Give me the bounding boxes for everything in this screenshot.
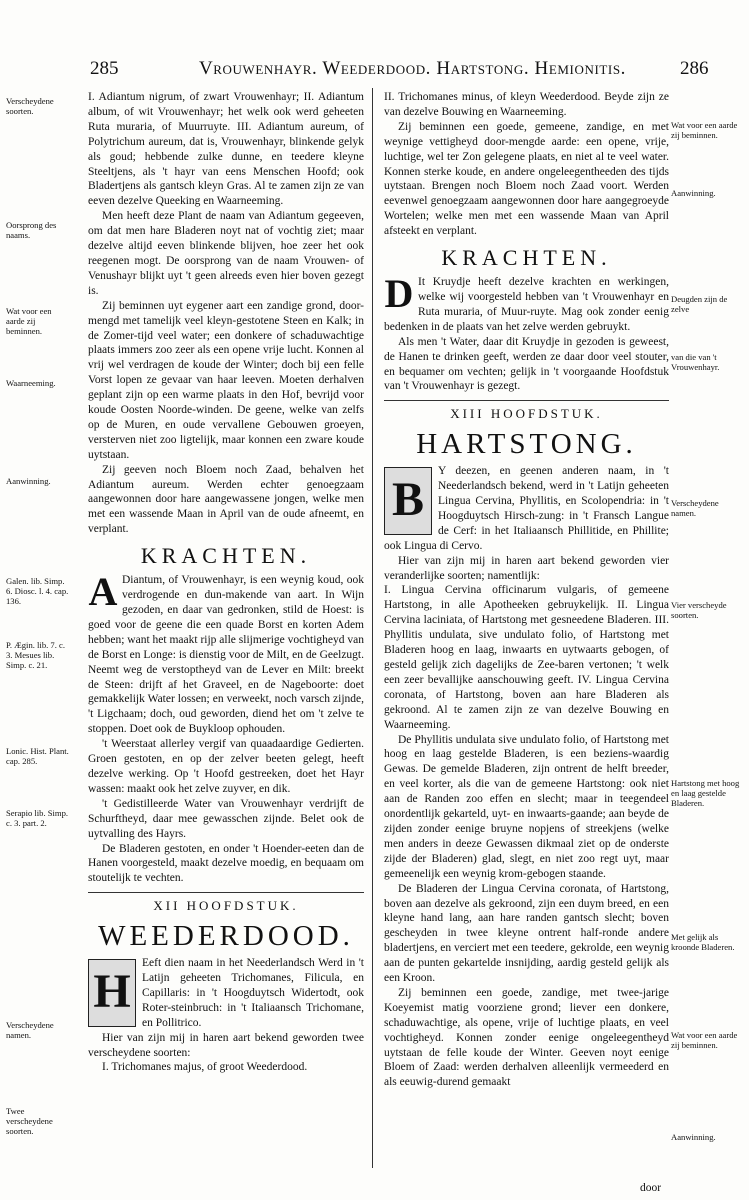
margin-note: Oorsprong des naams. (6, 220, 57, 240)
paragraph: Men heeft deze Plant de naam van Adiantum gegeeven, om dat men hare Bladeren noyt nat of vochtig ziet; maar dezelve altijd eeven blinkende blijven, hoe zeer het ook reegenen mogt. De oorsprong van de naam Vrouwen- of Venushayr blijkt uyt 't geen alreeds even hier boven gezegt is. (88, 210, 364, 297)
margin-note: Waarneeming. (6, 378, 56, 388)
margin-note: Aanwinning. (6, 476, 51, 486)
paragraph: De Bladeren der Lingua Cervina coronata, of Hartstong, boven aan dezelve als gekroond, zijn een duym breed, en een kleyne hand lang, aan hare randen gantsch slecht; boven gescheyden in twee kleyne ontrent half-ronde andere bladertjens, en verciert met een teedere, gekrolde, een weynig aan de punten gekartelde insnijding, aardig gesteld gelijk als een Kroon. (384, 882, 669, 985)
paragraph: 't Gedistilleerde Water van Vrouwenhayr verdrijft de Schurftheyd, daar mee gewasschen zijnde. Belet ook de uytvalling des Hayrs. (88, 797, 364, 840)
page-number-left: 285 (90, 58, 119, 79)
catchword: door (640, 1182, 662, 1194)
paragraph: Zij beminnen uyt eygener aart een zandige grond, door-mengd met tamelijk veel kleyn-gestotene Steen en Kalk; in de Zomer-tijd veel water; een donkere of schaduwachtige plaats immers zoo zeer als een opene vrije lucht. Konnen al vrij wel verdragen de koude der Winter; doch bij een felle Vorst lopen ze gevaar van haar leeven. Moeten derhalven geplant zijn op een warme plaats in den Hof, bevrijd voor koude Oosten Noorde-winden. De geene, welke van zelfs op de Muren, en oude vervallene Gebouwen groeyen, versterven niet zoo ligtelijk, maar konnen een zware koude uytstaan. (88, 299, 364, 461)
margin-note: Verscheydene soorten. (6, 96, 54, 116)
paragraph: I. Adiantum nigrum, of zwart Vrouwenhayr; II. Adiantum album, of wit Vrouwenhayr; het welk ook werd geheeten Ruta muraria, of Muurruyte. III. Adiantum aureum, of Polytrichum aureum, dat is, Vrouwenhayr, blinkende gelyk als goud; hebbende zulke dunne, en teedere kleyne Steeltjens, als 't hayr van eens Menschen Hoofd; ook Bladertjens als gantsch kleyn Gras. Al te zamen zijn ze van eeven dezelve Queeking en Waarneeming. (88, 91, 364, 208)
paragraph: Hier van zijn mij in haren aart bekend geworden twee verscheydene soorten: (88, 1031, 364, 1059)
citation-note: P. Ægin. lib. 7. c. 3. Mesues lib. Simp. c. 21. (6, 640, 65, 670)
paragraph: Zij beminnen een goede, zandige, met twee-jarige Koeyemist matig voorziene grond; liever een donkere, schaduwachtige, als opene, vrije of luchtige plaats, en veel vochtigheyd. Konnen zonder eenige ongeleegentheyd uytstaan de felle koude der Winter. Geeven noyt eenige Bloem of Zaad: werden derhalven alleenlijk vermeederd en als eeuwig-durend gemaakt (384, 986, 669, 1089)
margin-note: Verscheydene namen. (671, 498, 719, 518)
paragraph: D It Kruydje heeft dezelve krachten en werkingen, welke wij voorgesteld hebben van 't Vrouwenhayr en Ruta muraria, of Muur-ruyte. Mag ook zonder eenig bedenken in de plaats van het zelve werden gebruykt. (384, 271, 669, 333)
margin-note: Deugden zijn de zelve (671, 294, 728, 314)
paragraph: II. Trichomanes minus, of kleyn Weederdood. Beyde zijn ze van dezelve Bouwing en Waarneeming. (384, 91, 669, 118)
margin-note: van die van 't Vrouwenhayr. (671, 352, 720, 372)
section-heading: KRACHTEN. (441, 245, 612, 271)
paragraph: 't Weerstaat allerley vergif van quaadaardige Gedierten. Groen gestoten, en op der zelver beeten gelegt, heeft dezelve werking. Op 't Hoofd gestreeken, doet het Hayr wassen: maakt ook het zelve zuyver, en dik. (88, 738, 364, 795)
margin-note: Aanwinning. (671, 188, 716, 198)
margin-note: Wat voor een aarde zij beminnen. (671, 120, 738, 140)
chapter-title: HARTSTONG. (416, 428, 637, 461)
paragraph: Hier van zijn mij in haren aart bekend geworden vier veranderlijke soorten; namentlijk: (384, 554, 669, 582)
margin-note: Twee verscheydene soorten. (6, 1106, 53, 1136)
column-divider (372, 88, 373, 1168)
section-rule (384, 400, 669, 401)
margin-note: Hartstong met hoog en laag gestelde Bladeren. (671, 778, 740, 808)
paragraph: I. Lingua Cervina officinarum vulgaris, of gemeene Hartstong, in alle Apotheeken gebruykelijk. II. Lingua Cervina laciniata, of Hartstong met gesneedene Bladeren. III. Phyllitis undulata, sive undulato folio, of Hartstong met Bladeren hoog en laag, inwaarts en uytwaarts gebogen, of gesteld gelijk zich dagelijks de Zee-baren vertonen; 't welk een zeer bevallijke aanschouwing geeft. IV. Lingua Cervina coronata, of Hartstong, boven aan hare Bladeren als gekroond. Al te zamen zijn ze van dezelve Bouwing en Waarneeming. (384, 584, 669, 731)
drop-cap: D (384, 271, 414, 317)
chapter-label: XII HOOFDSTUK. (153, 898, 299, 914)
margin-note: Wat voor een aarde zij beminnen. (6, 306, 52, 336)
margin-note: Wat voor een aarde zij beminnen. (671, 1030, 738, 1050)
citation-note: Lonic. Hist. Plant. cap. 285. (6, 746, 69, 766)
paragraph: H Eeft dien naam in het Neederlandsch Werd in 't Latijn geheeten Trichomanes, Filicula, en Capillaris: in 't Hoogduytsch Widertodt, ook Roter-steinbruch: in 't Italiaansch Trichomane, en Pollitrico. (88, 956, 364, 1031)
drop-cap: A (88, 569, 118, 615)
citation-note: Serapio lib. Simp. c. 3. part. 2. (6, 808, 69, 828)
section-heading: KRACHTEN. (140, 543, 312, 569)
paragraph: A Diantum, of Vrouwenhayr, is een weynig koud, ook verdrogende en dun-makende van aart. In Wijn gezoden, en daar van gedronken, stild de Hoest: is goed voor de geene die een quade Borst en korten Adem hebben; want het maakt rijp alle slijmerige vochtigheyd van de Borst en Longe: is dienstig voor de Milt, en de Geelzugt. Neemt weg de verstoptheyd van de Lever en Milt: breekt de Steen: drijft af het Graveel, en de Nageboorte: doet gemakkelijk Water lossen; en verweekt, noch varsch zijnde, 't Ligchaam; doch, oud geworden, diend het om 't zelve te stoppen. Doet ook de Buykloop ophouden. (88, 569, 364, 736)
ornamental-initial: H (88, 959, 136, 1027)
margin-note: Verscheydene namen. (6, 1020, 54, 1040)
chapter-title: WEEDERDOOD. (98, 920, 354, 953)
running-title: Vrouwenhayr. Weederdood. Hartstong. Hemionitis. (198, 58, 627, 79)
margin-note: Aanwinning. (671, 1132, 716, 1142)
right-column (384, 90, 669, 1090)
paragraph: Als men 't Water, daar dit Kruydje in gezoden is geweest, de Hanen te drinken geeft, werden ze daar door veel stouter, en bequamer om vechten; gelijk in 't voorgaande Hoofdstuk van 't Vrouwenhayr is gezegt. (384, 335, 669, 393)
margin-note: Vier verscheyde soorten. (671, 600, 727, 620)
chapter-label: XIII HOOFDSTUK. (450, 406, 603, 422)
running-header (40, 58, 710, 84)
left-column (88, 90, 364, 1075)
section-rule (88, 892, 364, 893)
paragraph: De Phyllitis undulata sive undulato folio, of Hartstong met hoog en laag gestelde Bladeren, is een beziens-waardig Gewas. De gemelde Bladeren, zijn ontrent de helft breeder, en veel korter, als die van de gemeene Hartstong: ook niet aan de Randen zoo effen en slecht; maar in teegendeel onordentlijk gekarteld, uyt- en inwaarts-gaande; aan beyde de zijden zonder eenige bruyne nopjens of streekjens (welke men anders in deeze Gewassen dikmaal ziet op de onderste zijde der Bladeren) glad, slegt, en niet zoo regt uyt, maar gemeenelijk een weynig krom-gebogen staande. (384, 733, 669, 880)
citation-note: Galen. lib. Simp. 6. Diosc. l. 4. cap. 136. (6, 576, 69, 606)
paragraph: B Y deezen, en geenen anderen naam, in 't Neederlandsch bekend, werd in 't Latijn geheeten Lingua Cervina, Phyllitis, en Scolopendria: in 't Hoogduytsch Hirsch-zung: in 't Fransch Langue de Cerf: in het Italiaansch Phillitide, en Phillite; ook Lingua di Cervo. (384, 465, 669, 552)
paragraph: Zij geeven noch Bloem noch Zaad, behalven het Adiantum aureum. Werden echter genoegzaam aangewonnen door hare aangewassene jongen, welke men met een wassende Maan in April van de oude afneemt, en verplant. (88, 463, 364, 536)
paragraph: Zij beminnen een goede, gemeene, zandige, en met weynige vettigheyd door-mengde aarde: een opene, vrije, luchtige, wel ter Zon gelegene plaats, en niet al te veel water. Konnen sterke koude, en andere ongeleegentheeden des tijds uytstaan. Brengen noch Bloem noch Zaad voort. Werden eevenwel genoegzaam aangewonnen door hare aangegroeyde Wortelen; welke men met een wassende Maan van April afsteekt en verplant. (384, 120, 669, 238)
page-number-right: 286 (680, 58, 709, 79)
ornamental-initial: B (384, 467, 432, 535)
margin-note: Met gelijk als kroonde Bladeren. (671, 932, 735, 952)
paragraph: De Bladeren gestoten, en onder 't Hoender-eeten dan de Hanen voorgesteld, maakt dezelve moedig, en bequaam om stoutelijk te vechten. (88, 842, 364, 885)
paragraph: I. Trichomanes majus, of groot Weederdood. (102, 1061, 308, 1074)
